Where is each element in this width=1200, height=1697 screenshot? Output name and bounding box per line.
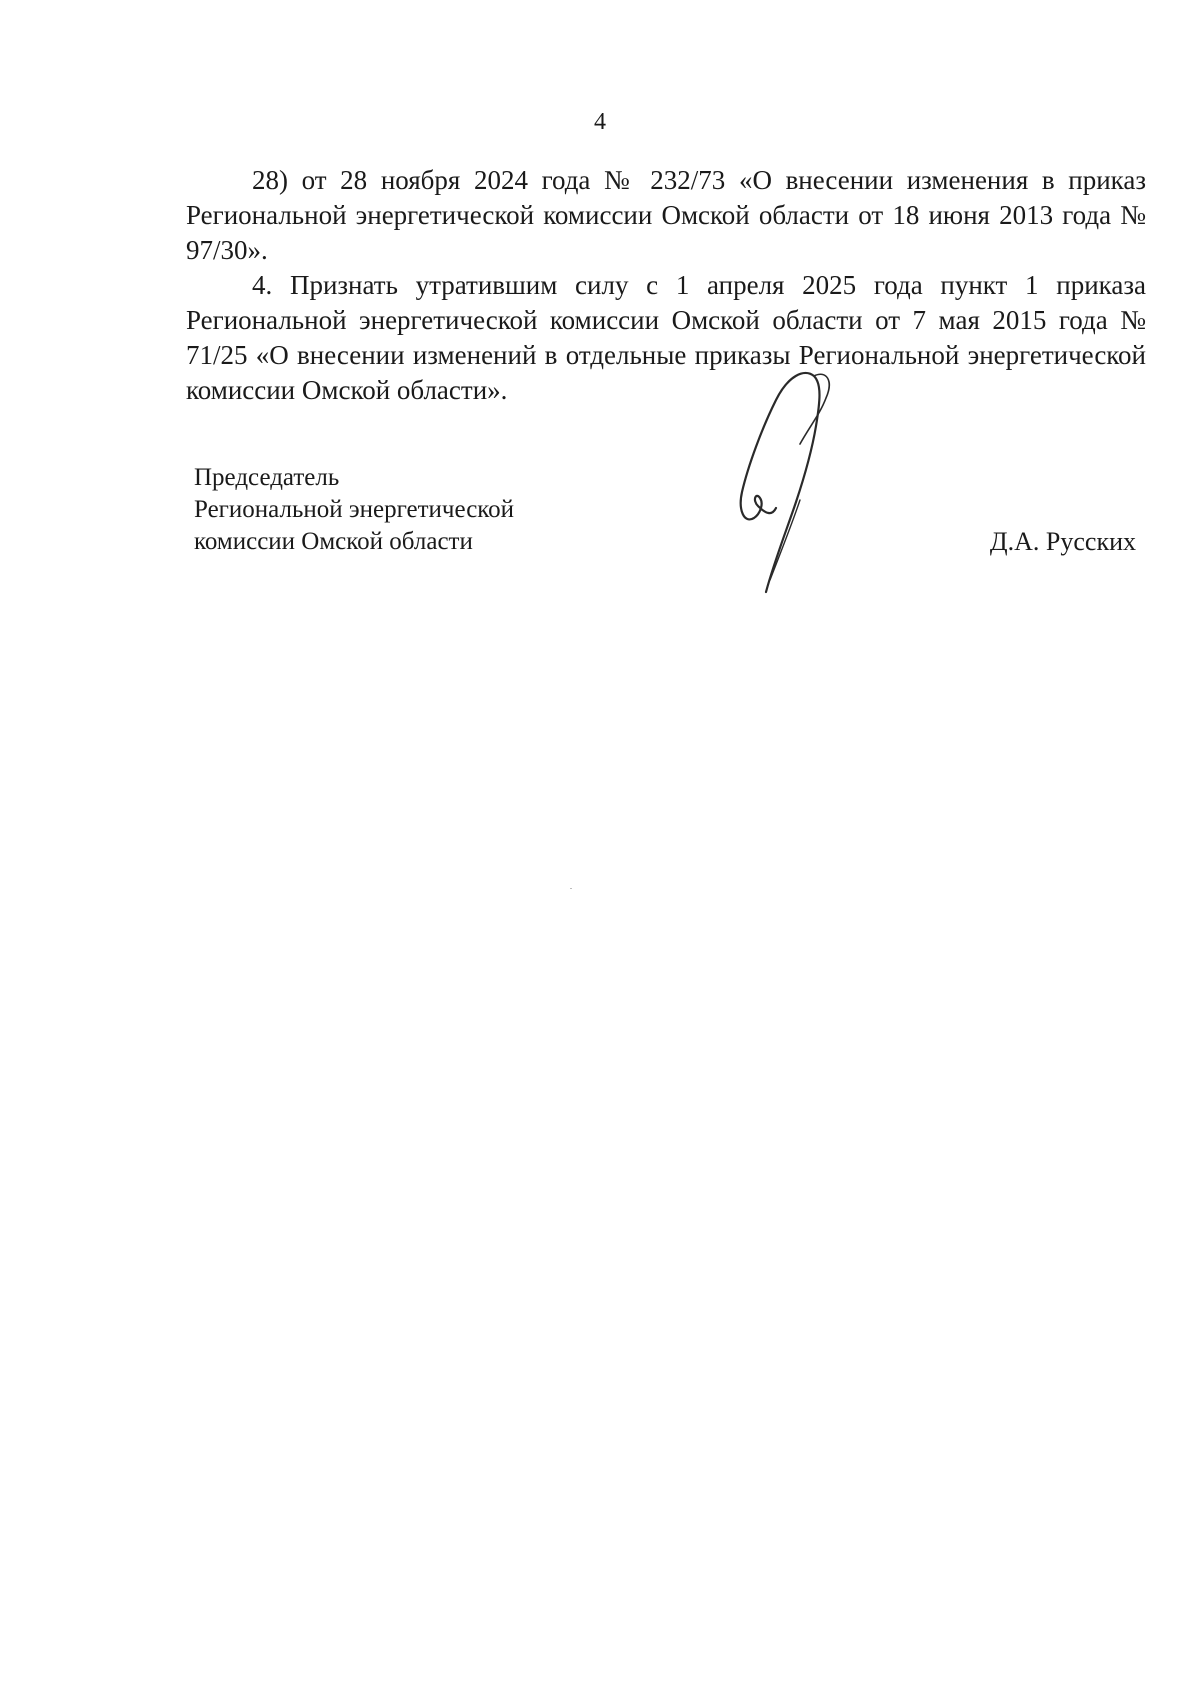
- scan-artifact: [570, 888, 572, 889]
- signatory-position-line: Региональной энергетической: [194, 496, 515, 523]
- page-number: 4: [594, 109, 606, 135]
- signatory-name: Д.А. Русских: [989, 527, 1136, 556]
- handwritten-signature: [730, 366, 840, 616]
- paragraph-item-4: 4. Признать утратившим силу с 1 апреля 2025 года пункт 1 приказа Региональной энергетической комиссии Омской области от 7 мая 2015 года № 71/25 «О внесении изменений в отдельные приказы Региональной энергетической комиссии Омской области».: [186, 270, 1146, 405]
- signatory-position: [194, 462, 514, 558]
- signatory-position-line: комиссии Омской области: [194, 528, 473, 555]
- paragraph-item-28: 28) от 28 ноября 2024 года № 232/73 «О внесении изменения в приказ Региональной энергетической комиссии Омской области от 18 июня 2013 года № 97/30».: [186, 165, 1146, 265]
- signatory-position-line: Председатель: [194, 464, 340, 491]
- document-body: [186, 163, 1146, 408]
